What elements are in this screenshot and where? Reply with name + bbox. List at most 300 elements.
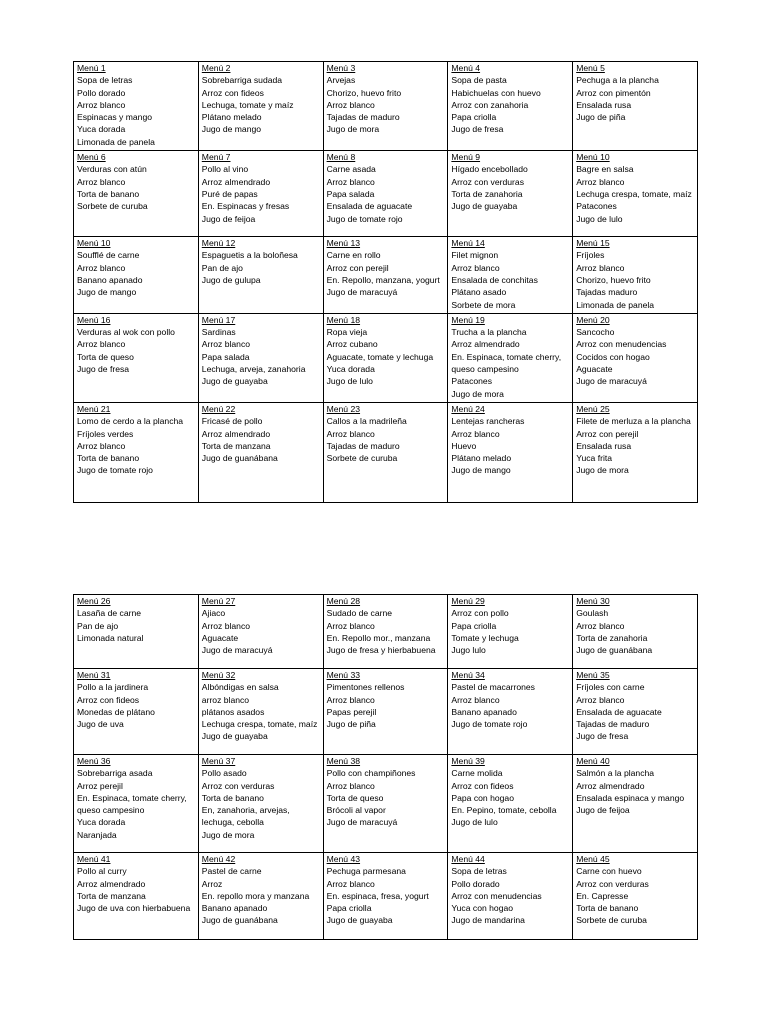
menu-cell bbox=[448, 237, 573, 314]
menu-item: Arroz blanco bbox=[451, 262, 500, 273]
menu-item: Fricasé de pollo bbox=[201, 416, 263, 427]
menu-item: Sorbete de curuba bbox=[576, 915, 647, 926]
menu-item: Arroz blanco bbox=[576, 262, 625, 273]
menu-item: Yuca dorada bbox=[77, 817, 126, 828]
menu-cell bbox=[573, 595, 698, 669]
menu-item: Arroz blanco bbox=[201, 339, 251, 350]
menu-item: Arroz almendrado bbox=[201, 428, 271, 439]
menu-item: Sudado de carne bbox=[326, 608, 393, 619]
menu-cell bbox=[198, 151, 323, 237]
menu-item: Jugo de mango bbox=[77, 287, 137, 298]
menu-title: Menú 38 bbox=[326, 756, 361, 766]
menu-cell bbox=[448, 669, 573, 755]
menu-row bbox=[74, 237, 698, 314]
menu-item: En. Pepino, tomate, cebolla bbox=[451, 805, 557, 816]
menu-cell bbox=[198, 402, 323, 502]
menu-item: Sancocho bbox=[576, 327, 615, 338]
menu-item: Carne en rollo bbox=[326, 250, 381, 261]
menu-item: Jugo de guanábana bbox=[201, 915, 278, 926]
menu-item: Lechuga crespa, tomate, maíz bbox=[576, 188, 692, 199]
menu-title: Menú 26 bbox=[77, 596, 111, 606]
menu-item: Plátano asado bbox=[451, 287, 507, 298]
menu-item: En. Espinacas y fresas bbox=[201, 201, 290, 212]
menu-item: Torta de manzana bbox=[201, 440, 271, 451]
menu-item: Lechuga, tomate y maíz bbox=[201, 99, 294, 110]
menu-item: Arroz blanco bbox=[326, 428, 375, 439]
menu-item: Carne con huevo bbox=[576, 866, 642, 877]
menu-item: Lechuga crespa, tomate, maíz bbox=[201, 719, 318, 730]
menu-item: Torta de banano bbox=[576, 903, 639, 914]
menu-item: En. repollo mora y manzana bbox=[201, 890, 310, 901]
menu-item: Chorizo, huevo frito bbox=[326, 87, 402, 98]
menu-title: Menú 21 bbox=[77, 403, 111, 414]
menu-item: Ensalada rusa bbox=[576, 440, 632, 451]
menu-item: Arroz almendrado bbox=[576, 780, 645, 791]
menu-item: Pechuga a la plancha bbox=[576, 75, 659, 86]
menu-item: Arroz blanco bbox=[451, 694, 500, 705]
menu-cell bbox=[74, 237, 199, 314]
menu-item: Lasaña de carne bbox=[77, 608, 142, 619]
menu-cell bbox=[198, 62, 323, 151]
menu-item: Limonada de panela bbox=[576, 299, 655, 310]
menu-item: Sopa de letras bbox=[451, 866, 507, 877]
menu-item: Banano apanado bbox=[77, 274, 143, 285]
menu-cell bbox=[323, 402, 448, 502]
menu-item: Carne asada bbox=[326, 164, 376, 175]
menu-item: Tajadas de maduro bbox=[326, 112, 400, 123]
menu-item: Jugo de fresa y hierbabuena bbox=[326, 645, 436, 656]
menu-title: Menú 20 bbox=[576, 314, 610, 325]
menu-cell bbox=[323, 151, 448, 237]
menu-cell bbox=[74, 402, 199, 502]
menu-item: Arroz con pimentón bbox=[576, 87, 651, 98]
menu-item: Jugo de feijoa bbox=[576, 805, 630, 816]
menu-item: Jugo de uva con hierbabuena bbox=[77, 903, 191, 914]
menu-item: Torta de banano bbox=[77, 188, 140, 199]
menu-item: Arroz con fideos bbox=[451, 780, 514, 791]
menu-item: Espinacas y mango bbox=[77, 112, 152, 123]
menu-item: Jugo de fresa bbox=[77, 364, 130, 375]
menu-item: Arroz almendrado bbox=[77, 878, 146, 889]
menu-title: Menú 30 bbox=[576, 596, 610, 606]
menu-title: Menú 18 bbox=[326, 314, 361, 325]
menu-item: Jugo de mora bbox=[451, 388, 504, 399]
menu-item: Torta de queso bbox=[326, 792, 384, 803]
menu-item: Aguacate, tomate y lechuga bbox=[326, 351, 434, 362]
menu-item: Bagre en salsa bbox=[576, 164, 634, 175]
menu-item: En. espinaca, fresa, yogurt bbox=[326, 890, 429, 901]
menu-item: Salmón a la plancha bbox=[576, 768, 655, 779]
menu-item: Arroz blanco bbox=[77, 339, 126, 350]
menu-cell bbox=[323, 755, 448, 853]
menu-item: Jugo de fresa bbox=[576, 731, 629, 742]
menu-item: Arroz blanco bbox=[576, 694, 625, 705]
menu-item: Aguacate bbox=[201, 632, 239, 643]
menu-title: Menú 10 bbox=[77, 238, 111, 249]
menu-cell bbox=[74, 755, 199, 853]
menu-item: Papas perejil bbox=[326, 706, 377, 717]
menu-row bbox=[74, 853, 698, 940]
menu-title: Menú 22 bbox=[201, 403, 236, 414]
menu-item: Lomo de cerdo a la plancha bbox=[77, 416, 184, 427]
menu-item: Banano apanado bbox=[451, 706, 517, 717]
menu-cell bbox=[323, 669, 448, 755]
menu-title: Menú 40 bbox=[576, 756, 610, 766]
menu-item: Papa criolla bbox=[451, 620, 497, 631]
menu-item: Pollo con champiñones bbox=[326, 768, 416, 779]
menu-item: Papa criolla bbox=[326, 903, 372, 914]
menu-item: Ensalada rusa bbox=[576, 99, 632, 110]
menu-item: Tomate y lechuga bbox=[451, 632, 519, 643]
menu-title: Menú 23 bbox=[326, 403, 361, 414]
menu-title: Menú 39 bbox=[451, 756, 485, 766]
menu-cell bbox=[573, 62, 698, 151]
menu-item: Jugo de tomate rojo bbox=[77, 465, 153, 476]
menu-item: Pollo asado bbox=[201, 768, 247, 779]
menu-item: Arroz con perejil bbox=[576, 428, 639, 439]
menu-title: Menú 15 bbox=[576, 238, 610, 249]
menu-item: Jugo de tomate rojo bbox=[451, 719, 528, 730]
menu-cell bbox=[448, 595, 573, 669]
menu-item: plátanos asados bbox=[201, 706, 265, 717]
menu-item: Torta de zanahoria bbox=[451, 188, 523, 199]
menu-item: Torta de banano bbox=[201, 792, 264, 803]
menu-row bbox=[74, 62, 698, 151]
menu-item: Pan de ajo bbox=[77, 620, 119, 631]
menu-item: Torta de queso bbox=[77, 351, 134, 362]
menu-item: Tajadas de maduro bbox=[576, 719, 650, 730]
menu-item: Arroz blanco bbox=[326, 99, 375, 110]
menu-item: Jugo de uva bbox=[77, 719, 124, 730]
menu-cell bbox=[573, 669, 698, 755]
menu-cell bbox=[323, 853, 448, 940]
menu-cell bbox=[74, 313, 199, 402]
menu-item: Jugo de mora bbox=[576, 465, 629, 476]
menu-item: Jugo de mora bbox=[201, 829, 255, 840]
menu-item: Arroz con verduras bbox=[576, 878, 649, 889]
menu-item: Jugo de guayaba bbox=[201, 376, 268, 387]
menu-item: Callos a la madrileña bbox=[326, 416, 407, 427]
menu-row bbox=[74, 595, 698, 669]
menu-cell bbox=[198, 669, 323, 755]
menu-item: Pastel de carne bbox=[201, 866, 262, 877]
menu-item: Jugo de guanábana bbox=[201, 453, 278, 464]
menu-item: Jugo de maracuyá bbox=[201, 645, 273, 656]
menu-item: Brócoli al vapor bbox=[326, 805, 386, 816]
menu-item: Papa criolla bbox=[451, 112, 497, 123]
menu-item: Albóndigas en salsa bbox=[201, 682, 279, 693]
menu-cell bbox=[198, 237, 323, 314]
menu-title: Menú 8 bbox=[326, 152, 356, 163]
menu-item: Ensalada espinaca y mango bbox=[576, 792, 685, 803]
menu-title: Menú 36 bbox=[77, 756, 111, 766]
menu-item: Fríjoles con carne bbox=[576, 682, 645, 693]
menu-item: Ensalada de aguacate bbox=[326, 201, 413, 212]
menu-cell bbox=[323, 62, 448, 151]
menu-title: Menú 13 bbox=[326, 238, 361, 249]
menu-item: Arroz blanco bbox=[326, 780, 375, 791]
menu-title: Menú 45 bbox=[576, 854, 610, 864]
menu-title: Menú 3 bbox=[326, 63, 356, 73]
menu-item: Filete de merluza a la plancha bbox=[576, 416, 691, 427]
menu-item: Pimentones rellenos bbox=[326, 682, 405, 693]
menu-item: Jugo de guayaba bbox=[451, 201, 518, 212]
menu-item: Arroz blanco bbox=[326, 620, 375, 631]
menu-item: Yuca frita bbox=[576, 453, 613, 464]
menu-item: Cocidos con hogao bbox=[576, 351, 650, 362]
menu-title: Menú 19 bbox=[451, 314, 485, 325]
menu-item: Arroz con fideos bbox=[201, 87, 264, 98]
menu-title: Menú 27 bbox=[201, 596, 236, 606]
menu-item: Arroz con perejil bbox=[326, 262, 389, 273]
menu-item: Arroz blanco bbox=[451, 428, 500, 439]
menu-row bbox=[74, 755, 698, 853]
menu-title: Menú 44 bbox=[451, 854, 485, 864]
menu-title: Menú 16 bbox=[77, 314, 111, 325]
menu-item: Aguacate bbox=[576, 364, 613, 375]
menu-item: Arroz cubano bbox=[326, 339, 378, 350]
menu-item: Filet mignon bbox=[451, 250, 499, 261]
menu-cell bbox=[448, 402, 573, 502]
menu-item: Jugo de lulo bbox=[326, 376, 373, 387]
menu-row bbox=[74, 669, 698, 755]
menu-title: Menú 43 bbox=[326, 854, 361, 864]
menu-item: Monedas de plátano bbox=[77, 706, 155, 717]
menu-cell bbox=[74, 669, 199, 755]
menu-item: Pan de ajo bbox=[201, 262, 243, 273]
menu-cell bbox=[573, 402, 698, 502]
menu-item: Torta de zanahoria bbox=[576, 632, 648, 643]
menu-item: Jugo de tomate rojo bbox=[326, 213, 403, 224]
menu-item: En. Espinaca, tomate cherry, queso campesino bbox=[451, 351, 562, 375]
menu-item: Pollo al curry bbox=[77, 866, 127, 877]
menu-item: Jugo de guayaba bbox=[201, 731, 268, 742]
menu-title: Menú 10 bbox=[576, 152, 610, 163]
menu-item: Lechuga, arveja, zanahoria bbox=[201, 364, 306, 375]
menu-cell bbox=[74, 151, 199, 237]
menu-item: Jugo lulo bbox=[451, 645, 486, 656]
menu-item: Arroz blanco bbox=[77, 262, 126, 273]
menu-item: arroz blanco bbox=[201, 694, 250, 705]
menu-title: Menú 24 bbox=[451, 403, 485, 414]
menu-item: Plátano melado bbox=[201, 112, 262, 123]
menu-item: Jugo de feijoa bbox=[201, 213, 256, 224]
menu-item: Arroz almendrado bbox=[451, 339, 520, 350]
menu-item: Jugo de guanábana bbox=[576, 645, 653, 656]
menu-cell bbox=[448, 853, 573, 940]
menu-item: Arroz con fideos bbox=[77, 694, 140, 705]
menu-item: Espaguetis a la boloñesa bbox=[201, 250, 298, 261]
menu-item: Arvejas bbox=[326, 75, 356, 86]
menu-cell bbox=[198, 853, 323, 940]
menu-item: Patacones bbox=[451, 376, 493, 387]
menu-item: Fríjoles bbox=[576, 250, 605, 261]
menu-item: Torta de manzana bbox=[77, 890, 146, 901]
menu-item: Sorbete de mora bbox=[451, 299, 516, 310]
menu-item: Papa con hogao bbox=[451, 792, 514, 803]
menu-item: Sobrebarriga sudada bbox=[201, 75, 283, 86]
menu-cell bbox=[198, 755, 323, 853]
menu-item: Verduras con atún bbox=[77, 164, 147, 175]
menu-item: Arroz blanco bbox=[326, 878, 375, 889]
menu-item: Soufflé de carne bbox=[77, 250, 140, 261]
menu-cell bbox=[74, 595, 199, 669]
menu-item: Jugo de mango bbox=[201, 124, 262, 135]
menu-row bbox=[74, 151, 698, 237]
menu-cell bbox=[323, 595, 448, 669]
menu-cell bbox=[573, 313, 698, 402]
menu-item: En, zanahoria, arvejas, lechuga, cebolla bbox=[201, 805, 290, 828]
menu-title: Menú 42 bbox=[201, 854, 236, 864]
menu-item: Jugo de lulo bbox=[576, 213, 623, 224]
menu-title: Menú 34 bbox=[451, 670, 485, 680]
menu-item: Arroz bbox=[201, 878, 223, 889]
menu-item: Sopa de letras bbox=[77, 75, 133, 86]
menu-item: Jugo de gulupa bbox=[201, 274, 261, 285]
menu-item: En. Repollo, manzana, yogurt bbox=[326, 274, 440, 285]
menu-title: Menú 25 bbox=[576, 403, 610, 414]
menu-item: Arroz con zanahoria bbox=[451, 99, 529, 110]
menu-title: Menú 29 bbox=[451, 596, 485, 606]
menu-item: Arroz blanco bbox=[576, 176, 625, 187]
menu-item: Ensalada de aguacate bbox=[576, 706, 662, 717]
menu-item: Ropa vieja bbox=[326, 327, 368, 338]
menu-title: Menú 37 bbox=[201, 756, 236, 766]
menu-item: Pastel de macarrones bbox=[451, 682, 535, 693]
menu-item: Arroz blanco bbox=[77, 99, 126, 110]
menu-item: Jugo de maracuyá bbox=[576, 376, 647, 387]
menu-item: En. Repollo mor., manzana bbox=[326, 632, 431, 643]
menu-item: Limonada natural bbox=[77, 632, 144, 643]
menu-item: Tajadas maduro bbox=[576, 287, 638, 298]
menu-title: Menú 9 bbox=[451, 152, 481, 163]
menu-item: Yuca dorada bbox=[326, 364, 375, 375]
menu-item: Papa salada bbox=[201, 351, 250, 362]
menu-cell bbox=[573, 755, 698, 853]
menu-item: Verduras al wok con pollo bbox=[77, 327, 175, 338]
menu-item: Jugo de maracuyá bbox=[326, 287, 398, 298]
menu-title: Menú 14 bbox=[451, 238, 485, 249]
menu-cell bbox=[198, 313, 323, 402]
menu-cell bbox=[198, 595, 323, 669]
menu-item: Jugo de guayaba bbox=[326, 915, 393, 926]
menu-item: Huevo bbox=[451, 440, 477, 451]
menu-title: Menú 35 bbox=[576, 670, 610, 680]
menu-item: Jugo de lulo bbox=[451, 817, 498, 828]
menu-item: Arroz con menudencias bbox=[576, 339, 667, 350]
menu-item: Jugo de maracuyá bbox=[326, 817, 398, 828]
menu-item: Banano apanado bbox=[201, 903, 268, 914]
menu-cell bbox=[448, 755, 573, 853]
menu-cell bbox=[323, 313, 448, 402]
menu-item: Yuca dorada bbox=[77, 124, 126, 135]
menu-item: Carne molida bbox=[451, 768, 503, 779]
menu-cell bbox=[74, 853, 199, 940]
menu-item: Limonada de panela bbox=[77, 136, 155, 147]
menu-table-2 bbox=[73, 594, 698, 940]
menu-title: Menú 6 bbox=[77, 152, 106, 163]
menu-item: Jugo de fresa bbox=[451, 124, 504, 135]
menu-item: Jugo de piña bbox=[576, 112, 626, 123]
menu-cell bbox=[573, 151, 698, 237]
menu-item: Jugo de piña bbox=[326, 719, 376, 730]
menu-cell bbox=[323, 237, 448, 314]
menu-item: Arroz blanco bbox=[77, 440, 126, 451]
menu-title: Menú 28 bbox=[326, 596, 361, 606]
menu-item: Papa salada bbox=[326, 188, 375, 199]
menu-item: Sopa de pasta bbox=[451, 75, 507, 86]
menu-item: Arroz blanco bbox=[326, 176, 375, 187]
menu-title: Menú 2 bbox=[201, 63, 231, 73]
menu-item: Plátano melado bbox=[451, 453, 512, 464]
menu-item: Arroz con menudencias bbox=[451, 890, 542, 901]
menu-item: Arroz blanco bbox=[77, 176, 126, 187]
menu-item: Pollo dorado bbox=[77, 87, 126, 98]
menu-item: Sorbete de curuba bbox=[326, 453, 398, 464]
menu-cell bbox=[573, 237, 698, 314]
menu-item: Lentejas rancheras bbox=[451, 416, 525, 427]
menu-title: Menú 17 bbox=[201, 314, 236, 325]
menu-item: Arroz blanco bbox=[576, 620, 625, 631]
menu-table-1 bbox=[73, 61, 698, 503]
menu-item: Pollo dorado bbox=[451, 878, 500, 889]
menu-title: Menú 31 bbox=[77, 670, 111, 680]
menu-item: Jugo de mango bbox=[451, 465, 511, 476]
menu-item: Hígado encebollado bbox=[451, 164, 528, 175]
menu-item: Ajiaco bbox=[201, 608, 226, 619]
menu-title: Menú 7 bbox=[201, 152, 231, 163]
menu-item: Fríjoles verdes bbox=[77, 428, 134, 439]
menu-item: Arroz con pollo bbox=[451, 608, 509, 619]
menu-item: En. Capresse bbox=[576, 890, 629, 901]
menu-title: Menú 12 bbox=[201, 238, 236, 249]
menu-cell bbox=[74, 62, 199, 151]
menu-item: Arroz con verduras bbox=[451, 176, 524, 187]
menu-item: Chorizo, huevo frito bbox=[576, 274, 651, 285]
menu-item: Sardinas bbox=[201, 327, 236, 338]
menu-cell bbox=[448, 151, 573, 237]
menu-item: Habichuelas con huevo bbox=[451, 87, 541, 98]
menu-item: Pechuga parmesana bbox=[326, 866, 406, 877]
menu-title: Menú 33 bbox=[326, 670, 361, 680]
menu-item: Ensalada de conchitas bbox=[451, 274, 538, 285]
menu-title: Menú 32 bbox=[201, 670, 236, 680]
menu-item: Sobrebarriga asada bbox=[77, 768, 153, 779]
menu-item: Arroz perejil bbox=[77, 780, 123, 791]
menu-item: Tajadas de maduro bbox=[326, 440, 400, 451]
menu-row bbox=[74, 402, 698, 502]
menu-item: Jugo de mandarina bbox=[451, 915, 525, 926]
menu-item: Pollo al vino bbox=[201, 164, 249, 175]
menu-cell bbox=[448, 62, 573, 151]
menu-item: Arroz almendrado bbox=[201, 176, 271, 187]
menu-item: Puré de papas bbox=[201, 188, 258, 199]
menu-item: Pollo a la jardinera bbox=[77, 682, 149, 693]
menu-item: Torta de banano bbox=[77, 453, 140, 464]
menu-item: Arroz blanco bbox=[326, 694, 375, 705]
menu-row bbox=[74, 313, 698, 402]
menu-item: Goulash bbox=[576, 608, 609, 619]
menu-item: Sorbete de curuba bbox=[77, 201, 148, 212]
menu-title: Menú 1 bbox=[77, 63, 106, 73]
menu-item: Patacones bbox=[576, 201, 617, 212]
menu-item: Naranjada bbox=[77, 829, 117, 840]
menu-title: Menú 5 bbox=[576, 63, 605, 73]
menu-cell bbox=[573, 853, 698, 940]
menu-item: Arroz blanco bbox=[201, 620, 251, 631]
menu-item: Yuca con hogao bbox=[451, 903, 514, 914]
menu-item: Trucha a la plancha bbox=[451, 327, 527, 338]
